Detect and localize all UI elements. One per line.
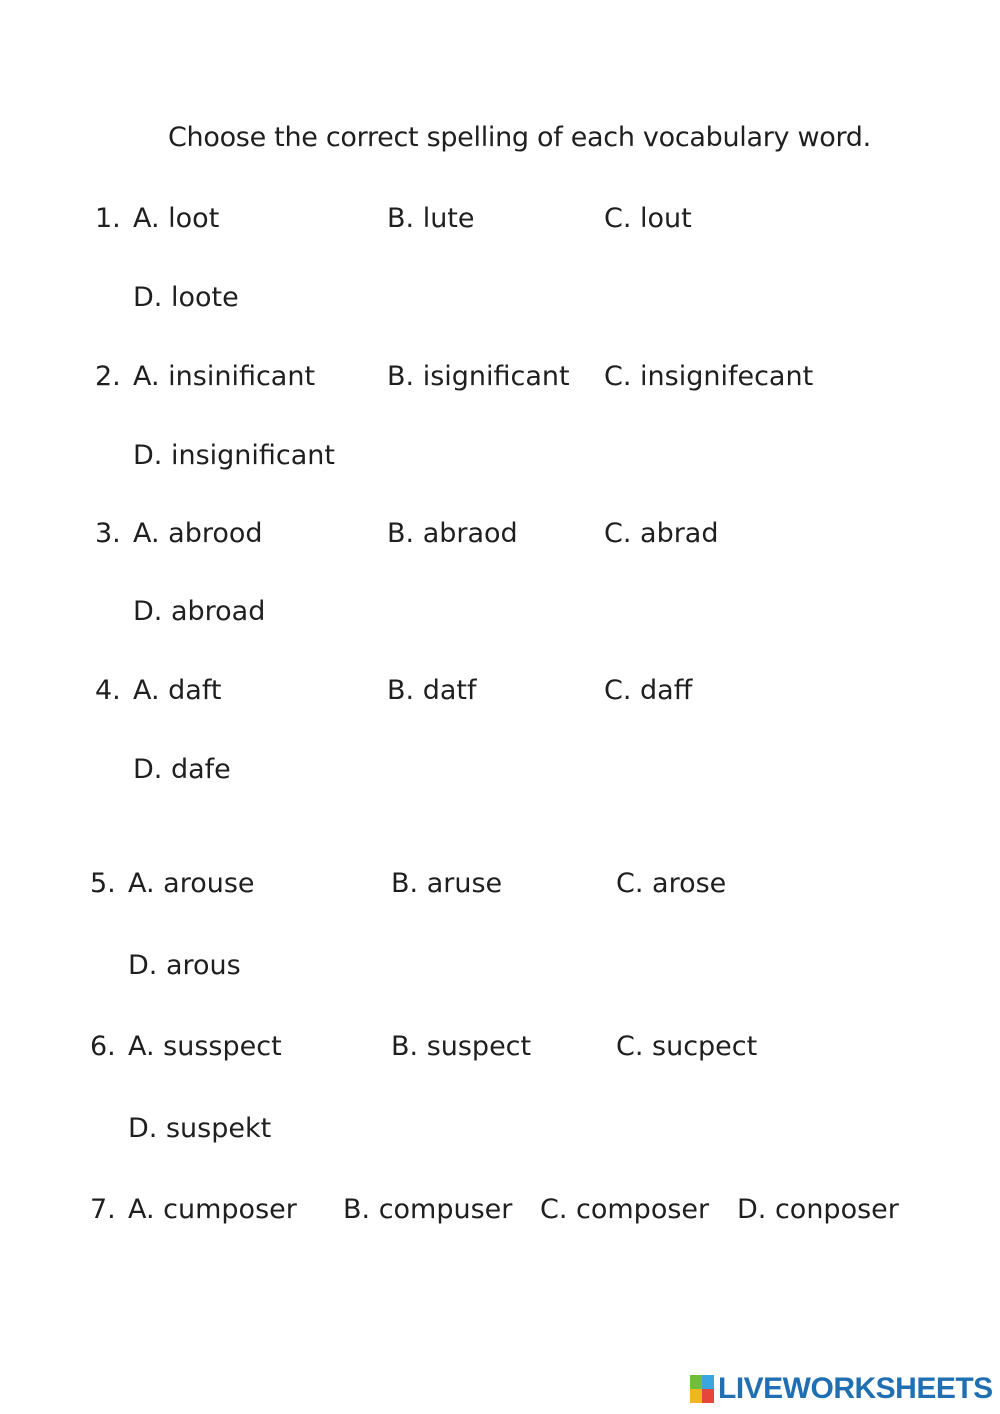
liveworksheets-logo-icon [690,1375,714,1403]
option-d[interactable]: D. insignificant [133,440,335,471]
option-d[interactable]: D. dafe [133,754,231,785]
option-b[interactable]: B. compuser [343,1194,513,1225]
option-a[interactable]: A. daft [133,675,222,706]
option-a[interactable]: A. loot [133,203,220,234]
worksheet-title: Choose the correct spelling of each vocabulary word. [168,122,871,153]
option-c[interactable]: C. insignifecant [604,361,814,392]
option-b[interactable]: B. datf [387,675,477,706]
liveworksheets-logo [690,1372,993,1406]
option-d[interactable]: D. conposer [737,1194,899,1225]
option-a[interactable]: A. arouse [128,868,255,899]
question-number: 3. [95,518,121,549]
question-number: 5. [90,868,116,899]
option-b[interactable]: B. isignificant [387,361,570,392]
option-d[interactable]: D. abroad [133,596,266,627]
question-number: 6. [90,1031,116,1062]
option-b[interactable]: B. lute [387,203,475,234]
option-a[interactable]: A. abrood [133,518,263,549]
option-a[interactable]: A. insinificant [133,361,316,392]
question-number: 1. [95,203,121,234]
option-b[interactable]: B. abraod [387,518,518,549]
option-c[interactable]: C. composer [540,1194,710,1225]
option-a[interactable]: A. cumposer [128,1194,297,1225]
option-d[interactable]: D. suspekt [128,1113,272,1144]
question-number: 7. [90,1194,116,1225]
option-b[interactable]: B. suspect [391,1031,532,1062]
question-number: 4. [95,675,121,706]
option-d[interactable]: D. arous [128,950,241,981]
option-c[interactable]: C. daff [604,675,693,706]
option-c[interactable]: C. sucpect [616,1031,758,1062]
question-number: 2. [95,361,121,392]
option-a[interactable]: A. susspect [128,1031,282,1062]
logo-text: LIVEWORKSHEETS [718,1372,993,1405]
option-b[interactable]: B. aruse [391,868,503,899]
option-c[interactable]: C. lout [604,203,692,234]
option-c[interactable]: C. arose [616,868,727,899]
option-d[interactable]: D. loote [133,282,239,313]
option-c[interactable]: C. abrad [604,518,719,549]
